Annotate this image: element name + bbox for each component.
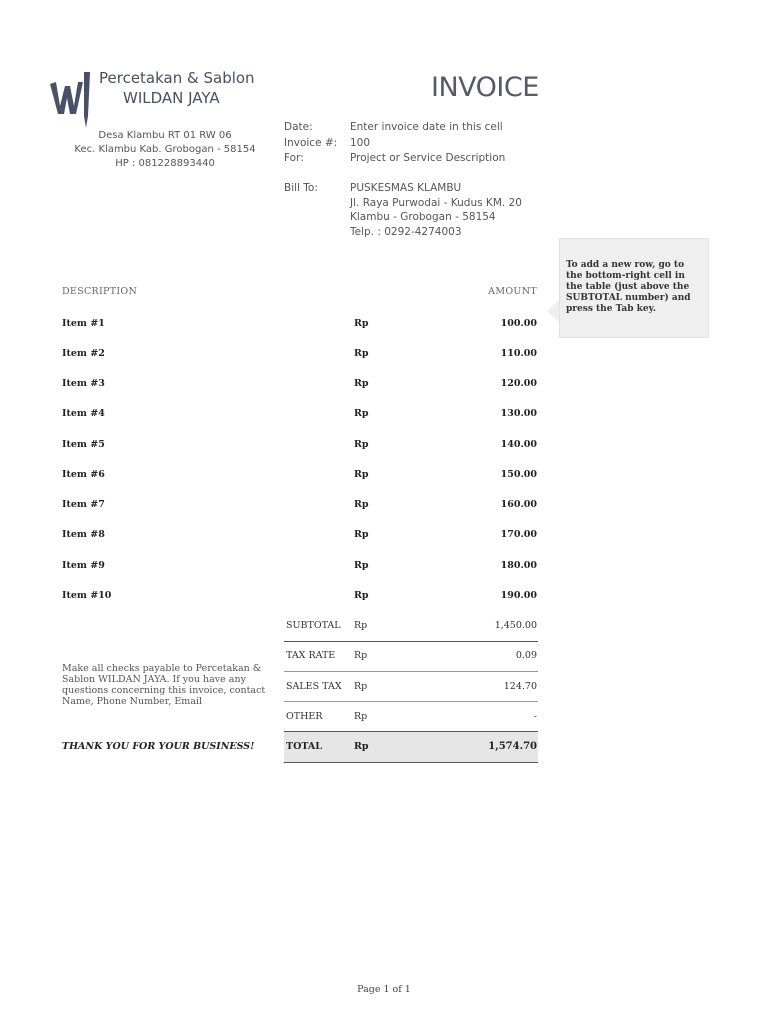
sales-tax-label: SALES TAX: [286, 681, 342, 692]
date-label: Date:: [284, 121, 313, 133]
item-description[interactable]: Item #4: [62, 408, 105, 419]
tax-rate-label: TAX RATE: [286, 650, 336, 661]
total-currency: Rp: [354, 741, 369, 752]
sales-tax-value: 124.70: [503, 681, 537, 692]
invoice-number-value[interactable]: 100: [350, 137, 371, 149]
tax-rate-currency: Rp: [354, 650, 368, 661]
item-currency: Rp: [354, 378, 369, 389]
item-currency: Rp: [354, 439, 369, 450]
item-amount[interactable]: 170.00: [500, 529, 537, 540]
company-name: Percetakan & Sablon: [99, 69, 255, 87]
page-number: Page 1 of 1: [357, 984, 411, 995]
total-label: TOTAL: [286, 741, 322, 752]
item-description[interactable]: Item #1: [62, 318, 105, 329]
other-value[interactable]: -: [533, 711, 537, 722]
item-amount[interactable]: 160.00: [500, 499, 537, 510]
bill-to-line[interactable]: Jl. Raya Purwodai - Kudus KM. 20: [350, 197, 522, 209]
item-currency: Rp: [354, 318, 369, 329]
invoice-title: INVOICE: [431, 72, 539, 103]
item-currency: Rp: [354, 590, 369, 601]
company-logo: [48, 72, 94, 128]
item-amount[interactable]: 190.00: [500, 590, 537, 601]
summary-divider: [284, 671, 538, 672]
summary-divider: [284, 762, 538, 763]
summary-divider: [284, 731, 538, 732]
subtotal-value: 1,450.00: [494, 620, 537, 631]
item-amount[interactable]: 140.00: [500, 439, 537, 450]
item-description[interactable]: Item #7: [62, 499, 105, 510]
bill-to-label: Bill To:: [284, 182, 318, 194]
company-name-secondary: WILDAN JAYA: [123, 89, 220, 107]
summary-divider: [284, 701, 538, 702]
item-amount[interactable]: 120.00: [500, 378, 537, 389]
amount-header: AMOUNT: [488, 286, 537, 297]
sales-tax-currency: Rp: [354, 681, 368, 692]
item-amount[interactable]: 180.00: [500, 560, 537, 571]
description-header: DESCRIPTION: [62, 286, 138, 297]
item-currency: Rp: [354, 529, 369, 540]
item-amount[interactable]: 110.00: [500, 348, 537, 359]
payment-instructions: Make all checks payable to Percetakan & Sablon WILDAN JAYA. If you have any questions concerning this invoice, contact Name, Phone Number, Email: [62, 663, 266, 707]
item-description[interactable]: Item #3: [62, 378, 105, 389]
company-phone: HP : 081228893440: [115, 158, 215, 169]
item-currency: Rp: [354, 408, 369, 419]
bill-to-line[interactable]: PUSKESMAS KLAMBU: [350, 182, 462, 194]
company-address-line1: Desa Klambu RT 01 RW 06: [98, 130, 232, 141]
other-currency: Rp: [354, 711, 368, 722]
item-description[interactable]: Item #2: [62, 348, 105, 359]
item-amount[interactable]: 130.00: [500, 408, 537, 419]
other-label: OTHER: [286, 711, 323, 722]
item-description[interactable]: Item #6: [62, 469, 105, 480]
instruction-note-text: To add a new row, go to the bottom-right cell in the table (just above the SUBTOTAL number) and press the Tab key.: [566, 260, 691, 314]
item-amount[interactable]: 100.00: [500, 318, 537, 329]
item-currency: Rp: [354, 499, 369, 510]
summary-divider: [284, 641, 538, 642]
company-address-line2: Kec. Klambu Kab. Grobogan - 58154: [74, 144, 256, 155]
item-description[interactable]: Item #8: [62, 529, 105, 540]
for-label: For:: [284, 152, 304, 164]
item-currency: Rp: [354, 469, 369, 480]
bill-to-line[interactable]: Telp. : 0292-4274003: [350, 226, 462, 238]
item-currency: Rp: [354, 348, 369, 359]
item-description[interactable]: Item #9: [62, 560, 105, 571]
bill-to-line[interactable]: Klambu - Grobogan - 58154: [350, 211, 496, 223]
thank-you-message: THANK YOU FOR YOUR BUSINESS!: [62, 741, 255, 752]
item-amount[interactable]: 150.00: [500, 469, 537, 480]
for-value[interactable]: Project or Service Description: [350, 152, 506, 164]
item-description[interactable]: Item #5: [62, 439, 105, 450]
total-value: 1,574.70: [488, 741, 537, 752]
item-currency: Rp: [354, 560, 369, 571]
subtotal-label: SUBTOTAL: [286, 620, 341, 631]
tax-rate-value[interactable]: 0.09: [515, 650, 537, 661]
item-description[interactable]: Item #10: [62, 590, 112, 601]
date-value[interactable]: Enter invoice date in this cell: [350, 121, 503, 133]
invoice-number-label: Invoice #:: [284, 137, 338, 149]
subtotal-currency: Rp: [354, 620, 368, 631]
note-pointer: [547, 300, 559, 322]
